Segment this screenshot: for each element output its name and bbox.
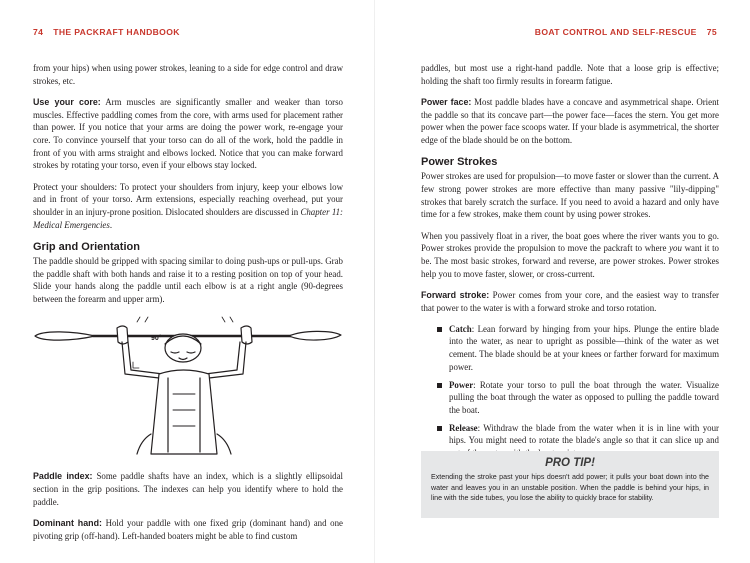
stroke-phase-list — [421, 323, 719, 460]
forward-stroke-paragraph — [421, 289, 719, 314]
bullet-icon — [437, 327, 442, 332]
emphasis: you — [669, 243, 682, 254]
paragraph: paddles, but most use a right-hand paddle. Note that a loose grip is effective; holding the shaft too firmly results in forearm fatigue. — [421, 63, 719, 86]
list-item: Power: Rotate your torso to pull the boat through the water. Visualize pulling the boat through the water as opposed to pulling the paddle toward the boat. — [437, 379, 719, 417]
section-heading: Power Strokes — [421, 156, 498, 169]
list-item: Release: Withdraw the blade from the water when it is in line with your hips. You might need to rotate the blade's angle so that it can slice up and — [437, 422, 719, 460]
power-strokes-paragraph: Power strokes are used for propulsion—to move faster or slower than the current. A few strong power strokes are more effective than many passive "lily-dipping" strokes that barely scratch the surface. If you need to avoid a hazard and only have time for a few strokes, make them count by using power strokes. — [421, 171, 719, 220]
lead-term: Dominant hand: — [33, 517, 102, 528]
running-head-left — [33, 27, 180, 37]
section-heading: Grip and Orientation — [33, 240, 140, 253]
grip-paragraph: The paddle should be gripped with spacing similar to doing push-ups or pull-ups. Grab the paddle shaft with both hands and raise it to a resting position on top of your head. Slide your hands along the paddle until each elbow is at a right angle (90-degrees between the forearm and upper arm). — [33, 255, 343, 305]
paragraph-text: Protect your shoulders: To protect your shoulders from injury, keep your elbows low and in front of your torso. Arm extensions, especially reaching overhead, put your shoulder in an injury-prone position. Dislocated shoulders are discussed in — [33, 181, 343, 218]
page-number: 74 — [33, 27, 44, 37]
power-face-paragraph — [421, 96, 719, 147]
right-page — [375, 0, 750, 563]
book-title: THE PACKRAFT HANDBOOK — [53, 27, 180, 37]
passive-float-paragraph: When you passively float in a river, the boat goes where the river wants you to go. Power strokes provide the propulsion to move the packraft to where you want it to be. The most basic strokes, forward and reverse, are power strokes. Power strokes help you to move faster, slower, or cross-current. — [421, 230, 719, 279]
right-column — [421, 62, 719, 468]
paddle-index-paragraph — [33, 470, 343, 508]
lead-term: Forward stroke: — [421, 289, 490, 300]
shoulders-paragraph: Protect your shoulders: To protect your shoulders from injury, keep your elbows low and in front of your torso. Arm extensions, especially reaching overhead, put your shoulder in an injury-prone position. Dislocated shoulders are discussed in Chapter 11: Medical Emergencies. — [33, 181, 343, 230]
pro-tip-text: Extending the stroke past your hips doesn't add power; it pulls your boat down into the water and leaves you in an unstable position. When the paddle is behind your hips, in line with the side tubes, you lose the ability to quickly brace for stability. — [431, 473, 709, 503]
paragraph-text: Power comes from your core, and the easiest way to transfer that power to the water is with a forward stroke and torso rotation. — [421, 289, 719, 313]
lead-term: Paddle index: — [33, 471, 93, 482]
paddler-illustration — [33, 314, 343, 460]
chapter-title: BOAT CONTROL AND SELF-RESCUE — [534, 27, 697, 37]
bullet-icon — [437, 426, 442, 431]
paragraph-text: Arm muscles are significantly smaller and weaker than torso muscles. Effective paddling comes from the core, with arms used for placement rather than power. If you notice that your arms are doing the power work, re-engage your core. To convince yourself that your torso can do all of the work, hold the paddle in front of you with arms straight and elbows locked. Notice that you can make forward strokes by rotating your torso, even if your elbows stay locked. — [33, 96, 343, 171]
running-head-right — [535, 27, 717, 37]
lead-term: Power face: — [421, 96, 472, 107]
pro-tip-title: PRO TIP! — [545, 457, 595, 469]
dominant-hand-paragraph — [33, 517, 343, 542]
bullet-icon — [437, 383, 442, 388]
lead-term: Use your core: — [33, 96, 101, 107]
paragraph-text: Most paddle blades have a concave and asymmetrical shape. Orient the paddle so that its concave part—the power face—faces the stern. You get more power when the power face scoops water. If your blade is asymmetrical, the shorter edge of the blade should be on the bottom. — [421, 96, 719, 146]
page-number: 75 — [706, 27, 717, 37]
paragraph-text: Some paddle shafts have an index, which is a slightly ellipsoidal section in the grip positions. The indexes can help you identify where to hold the paddle. — [33, 471, 344, 507]
list-item-term: Release — [449, 422, 478, 433]
chapter-reference: Chapter 11: Medical Emergencies — [33, 207, 343, 230]
list-item-term: Catch — [449, 323, 472, 334]
use-core-paragraph — [33, 96, 343, 172]
angle-label: 90° — [151, 335, 162, 343]
paragraph: from your hips) when using power strokes, leaning to a side for edge control and draw strokes, etc. — [33, 63, 343, 86]
left-column — [33, 62, 343, 551]
list-item: Catch: Lean forward by hinging from your hips. Plunge the entire blade into the water, as near to upright as possible—think of the water as wet cement. The blade should be at your knees or farther forward for maximum power. — [437, 323, 719, 374]
pro-tip-box — [421, 451, 719, 518]
paragraph-text: Hold your paddle with one fixed grip (dominant hand) and one pivoting grip (off-hand). Left-handed boaters might be able to find custom — [33, 517, 343, 541]
paddle-grip-figure — [33, 314, 343, 460]
list-item-term: Power — [449, 379, 474, 390]
